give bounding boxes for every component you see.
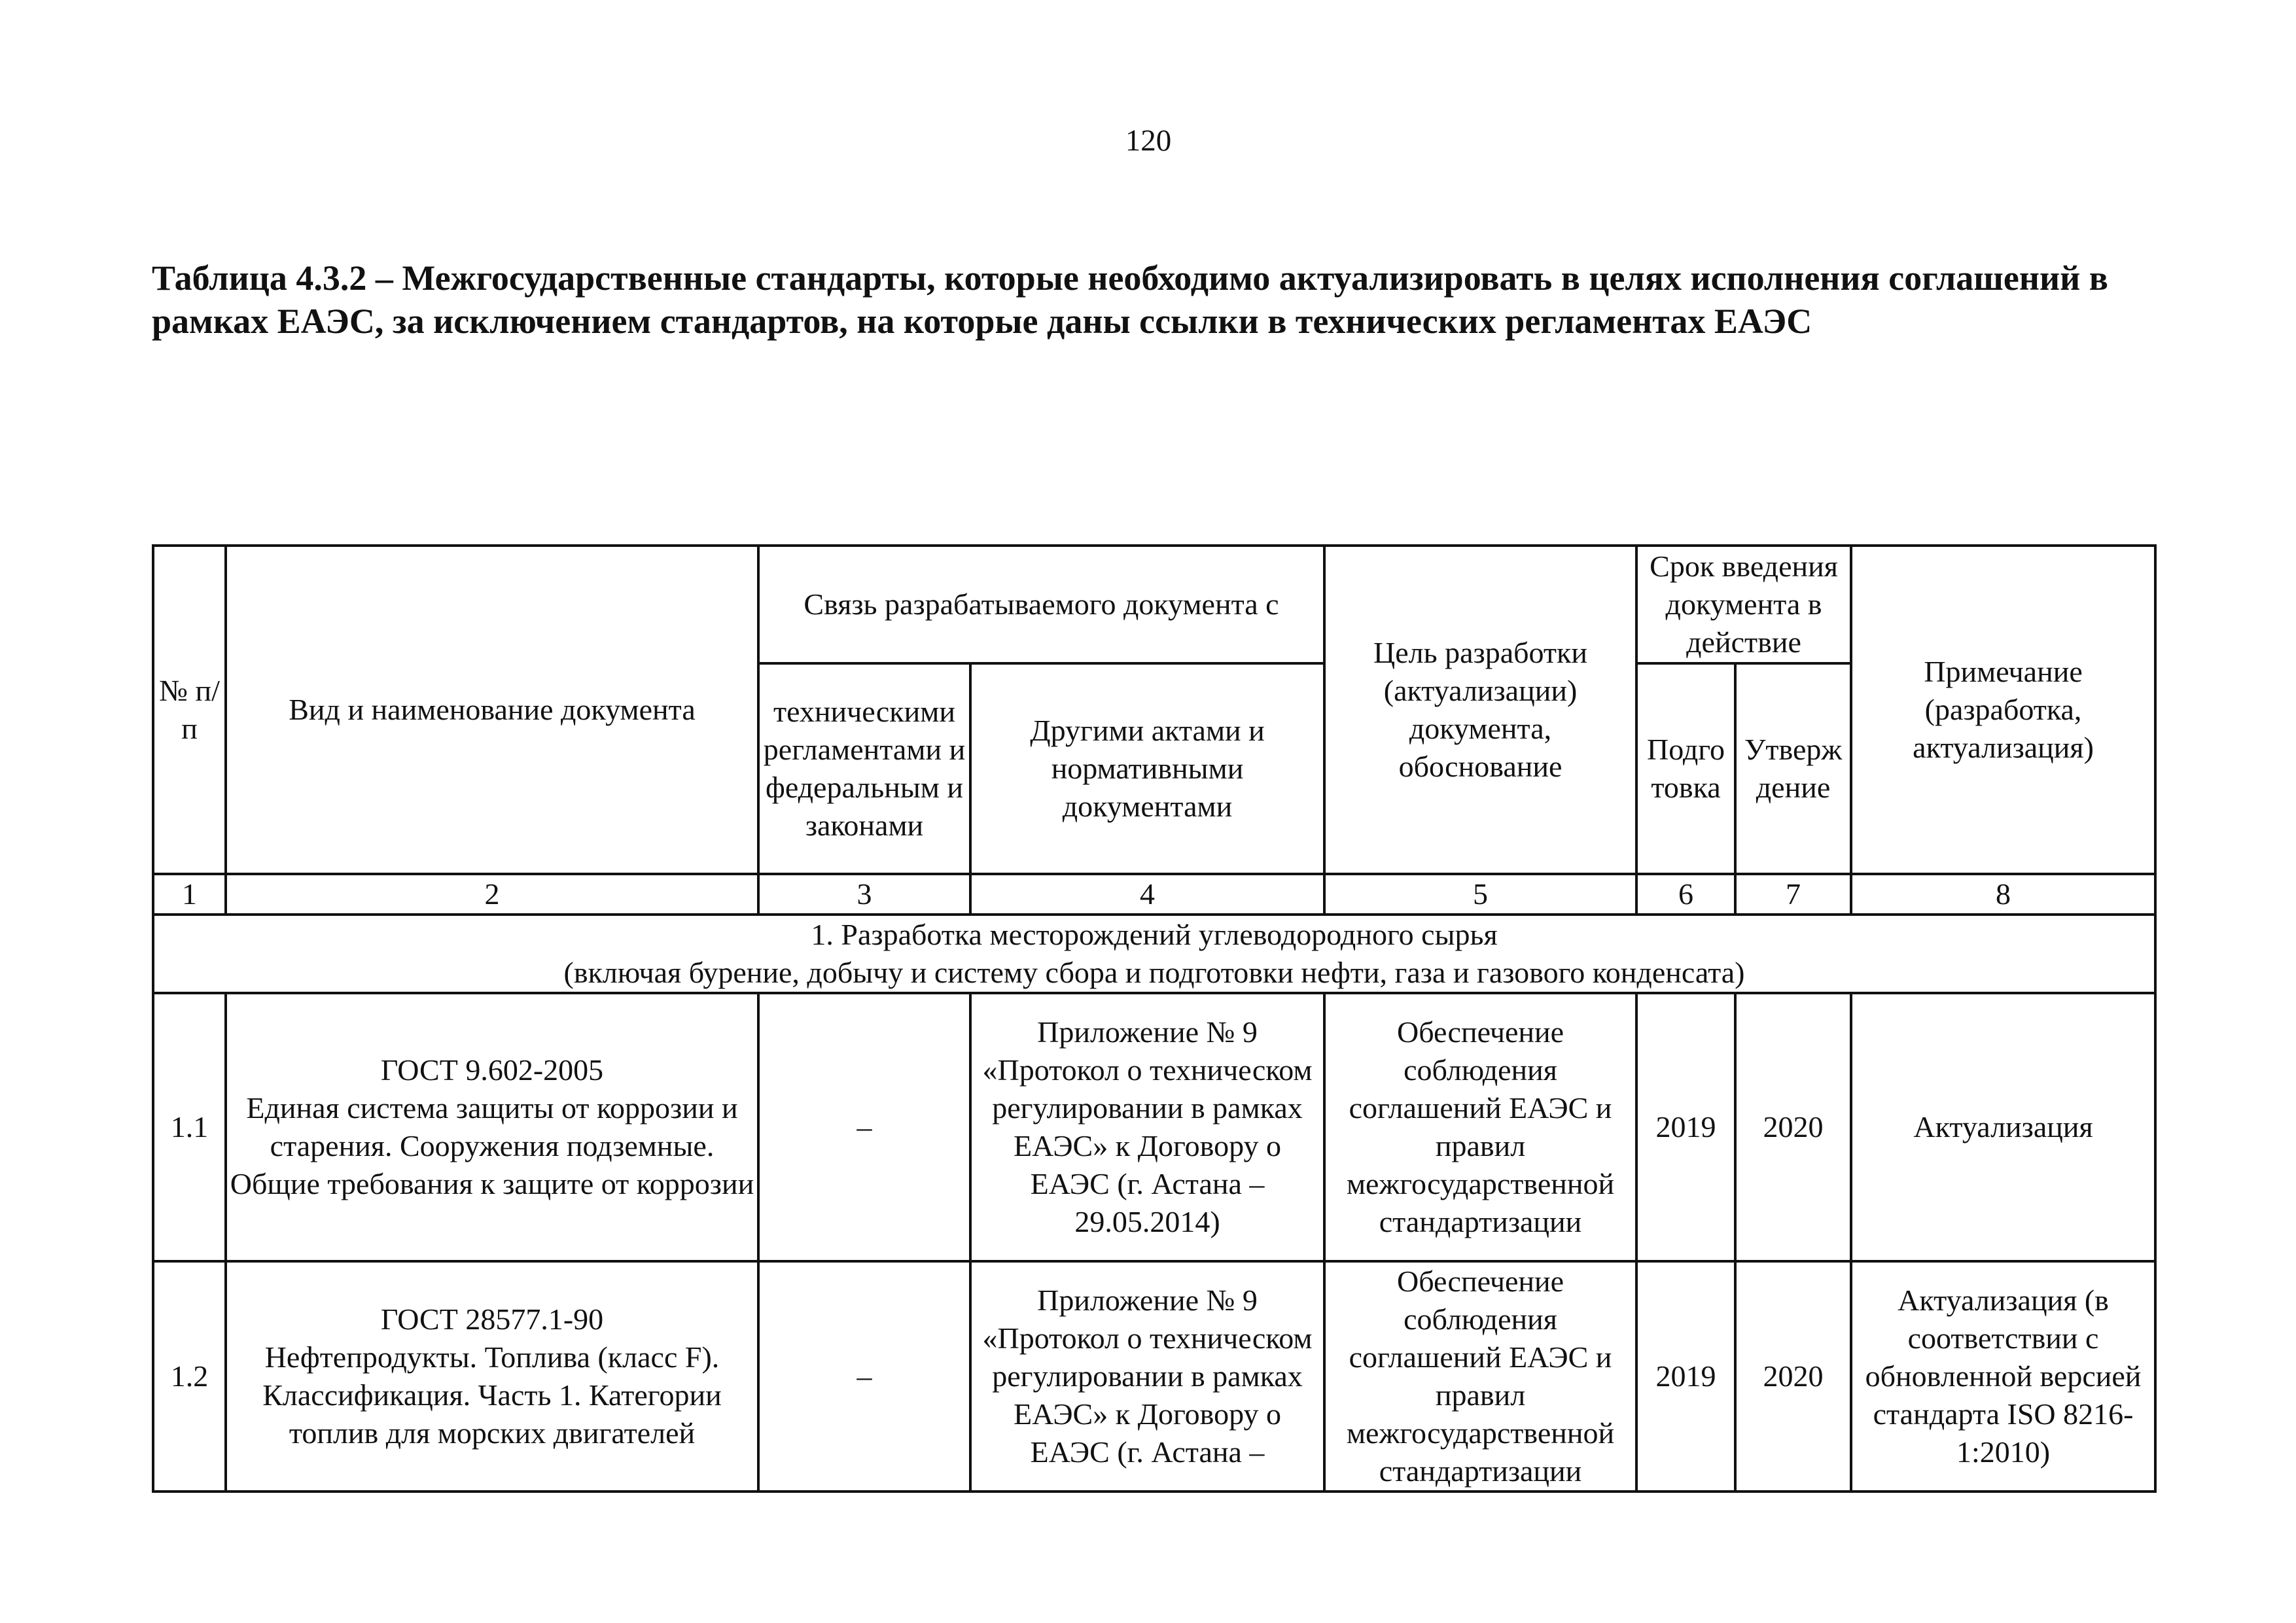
column-number-row bbox=[153, 874, 2155, 915]
tech-regs-cell: – bbox=[758, 993, 970, 1261]
document-cell bbox=[226, 993, 758, 1261]
column-number: 8 bbox=[1851, 874, 2155, 915]
header-link-group: Связь разрабатываемого документа с bbox=[758, 546, 1324, 663]
approval-cell: 2020 bbox=[1735, 993, 1851, 1261]
column-number: 5 bbox=[1324, 874, 1636, 915]
column-number: 7 bbox=[1735, 874, 1851, 915]
column-number: 6 bbox=[1636, 874, 1735, 915]
header-note: Примечание (разработка, актуализация) bbox=[1851, 546, 2155, 874]
tech-regs-cell: – bbox=[758, 1261, 970, 1492]
header-num: № п/п bbox=[153, 546, 226, 874]
row-number: 1.1 bbox=[153, 993, 226, 1261]
column-number: 2 bbox=[226, 874, 758, 915]
row-number: 1.2 bbox=[153, 1261, 226, 1492]
standards-table bbox=[152, 544, 2157, 1493]
table-row bbox=[153, 1261, 2155, 1492]
document-title: Единая система защиты от коррозии и старения. Сооружения подземные. Общие требования к защите от коррозии bbox=[230, 1091, 754, 1200]
other-acts-cell: Приложение № 9 «Протокол о техническом регулировании в рамках ЕАЭС» к Договору о ЕАЭС (г. Астана – bbox=[970, 1261, 1324, 1492]
document-code: ГОСТ 9.602-2005 bbox=[380, 1053, 604, 1087]
section-heading-line2: (включая бурение, добычу и систему сбора и подготовки нефти, газа и газового конденсата) bbox=[563, 956, 1745, 989]
header-row-top bbox=[153, 546, 2155, 663]
header-document: Вид и наименование документа bbox=[226, 546, 758, 874]
approval-cell: 2020 bbox=[1735, 1261, 1851, 1492]
note-cell: Актуализация (в соответствии с обновленной версией стандарта ISO 8216-1:2010) bbox=[1851, 1261, 2155, 1492]
purpose-cell: Обеспечение соблюдения соглашений ЕАЭС и правил межгосударственной стандартизации bbox=[1324, 1261, 1636, 1492]
preparation-cell: 2019 bbox=[1636, 1261, 1735, 1492]
section-heading bbox=[153, 915, 2155, 993]
document-title: Нефтепродукты. Топлива (класс F). Классификация. Часть 1. Категории топлив для морских двигателей bbox=[262, 1340, 722, 1450]
header-tech-regs: техническими регламентами и федеральным и законами bbox=[758, 663, 970, 874]
document-code: ГОСТ 28577.1-90 bbox=[380, 1302, 604, 1336]
preparation-cell: 2019 bbox=[1636, 993, 1735, 1261]
table-row bbox=[153, 993, 2155, 1261]
section-heading-row bbox=[153, 915, 2155, 993]
column-number: 1 bbox=[153, 874, 226, 915]
column-number: 3 bbox=[758, 874, 970, 915]
column-number: 4 bbox=[970, 874, 1324, 915]
document-cell bbox=[226, 1261, 758, 1492]
page-number: 120 bbox=[1125, 124, 1172, 158]
note-cell: Актуализация bbox=[1851, 993, 2155, 1261]
other-acts-cell: Приложение № 9 «Протокол о техническом регулировании в рамках ЕАЭС» к Договору о ЕАЭС (г. Астана – 29.05.2014) bbox=[970, 993, 1324, 1261]
header-approval: Утверж дение bbox=[1735, 663, 1851, 874]
table-caption: Таблица 4.3.2 – Межгосударственные стандарты, которые необходимо актуализировать в целях исполнения соглашений в рамках ЕАЭС, за исключением стандартов, на которые даны ссылки в технических регламентах ЕАЭС bbox=[152, 258, 2108, 341]
header-preparation: Подго товка bbox=[1636, 663, 1735, 874]
header-purpose: Цель разработки (актуализации) документа, обоснование bbox=[1324, 546, 1636, 874]
header-term-group: Срок введения документа в действие bbox=[1636, 546, 1851, 663]
section-heading-line1: 1. Разработка месторождений углеводородного сырья bbox=[811, 918, 1498, 951]
header-other-acts: Другими актами и нормативными документами bbox=[970, 663, 1324, 874]
purpose-cell: Обеспечение соблюдения соглашений ЕАЭС и правил межгосударственной стандартизации bbox=[1324, 993, 1636, 1261]
